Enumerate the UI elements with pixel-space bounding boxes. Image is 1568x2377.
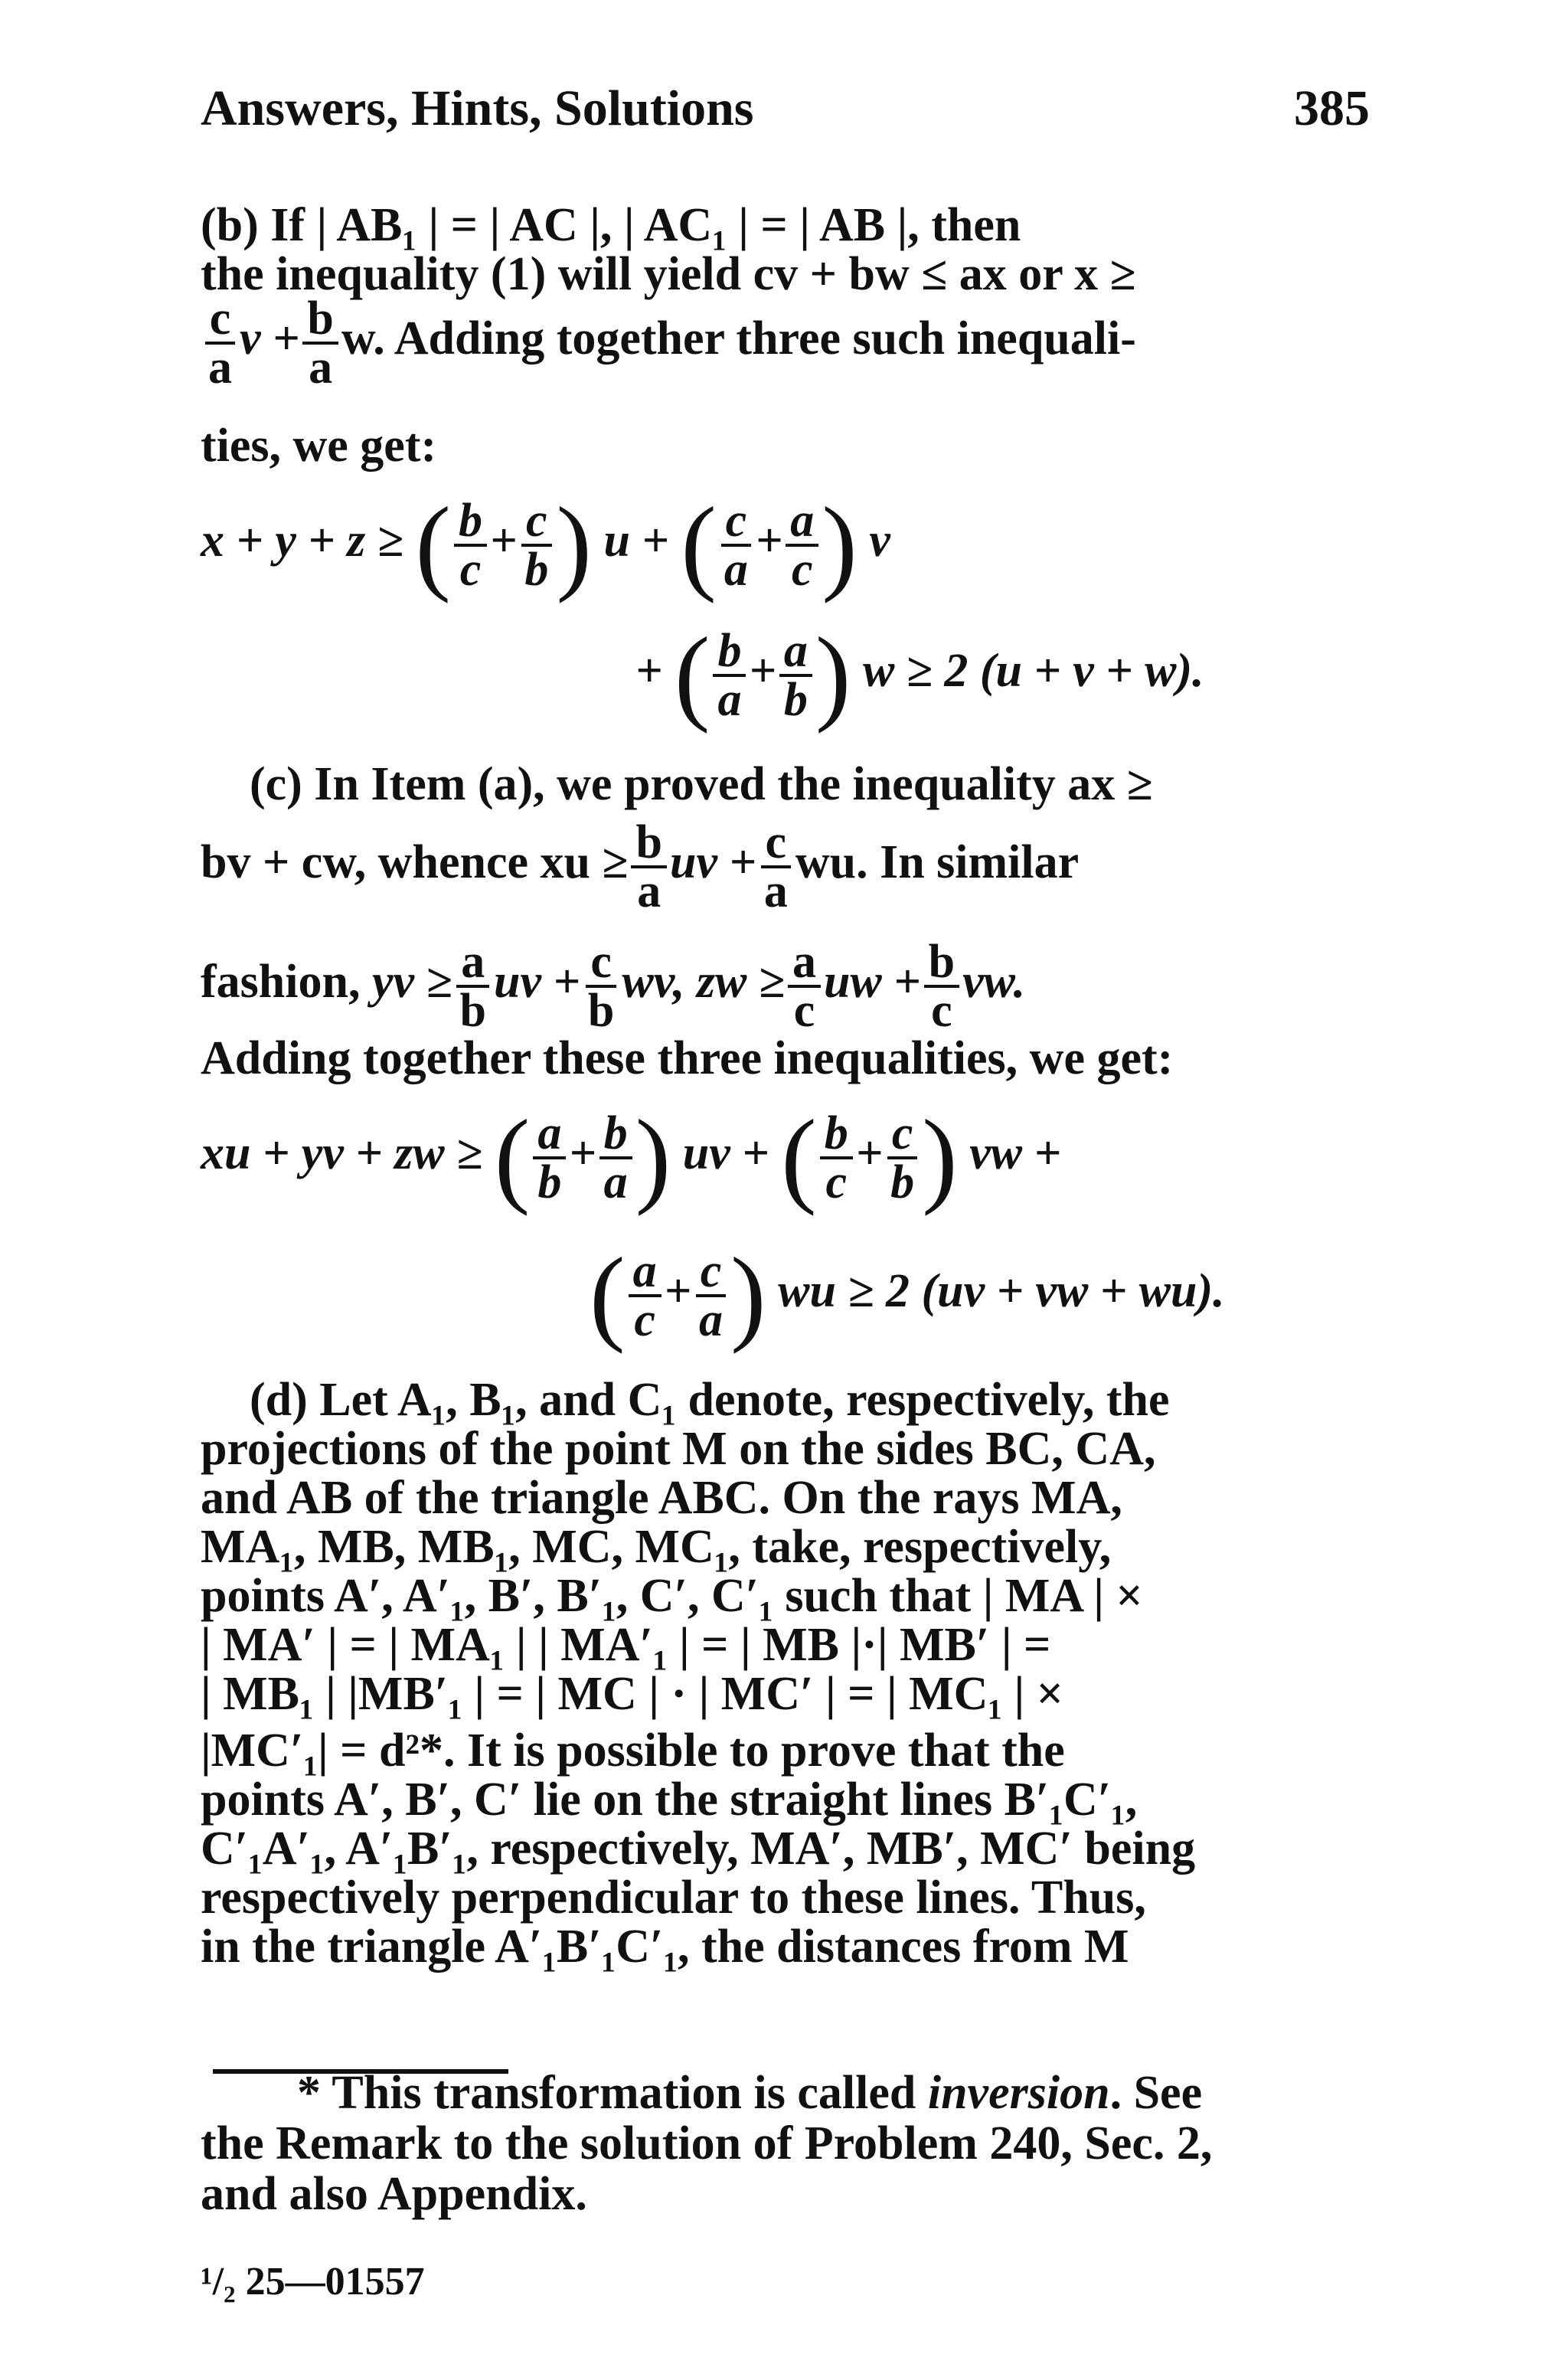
part-c-line-2: bv + cw, whence xu ≥ $\frac{b}{a}$ uv + $\frac{c}{a}$ wu. In similar xyxy=(201,816,1080,917)
printer-signature: ¹/₂ 25—01557 xyxy=(201,2260,425,2303)
part-d-line-10: C′₁A′₁, A′₁B′₁, respectively, MA′, MB′, MC′ being xyxy=(201,1823,1196,1875)
running-header-title: Answers, Hints, Solutions xyxy=(201,80,754,136)
part-b-line-4: ties, we get: xyxy=(201,420,437,472)
part-d-line-6: | MA′ | = | MA₁ | | MA′₁ | = | MB |·| MB′ | = xyxy=(201,1619,1051,1671)
part-d-line-3: and AB of the triangle ABC. On the rays MA, xyxy=(201,1472,1122,1524)
page-number: 385 xyxy=(1294,80,1370,136)
part-b-line-2: the inequality (1) will yield cv + bw ≤ ax or x ≥ xyxy=(201,248,1136,300)
equation-c-line-2: ( $\frac{a}{c}$ + $\frac{c}{a}$ ) wu ≥ 2 (uv + vw + wu). xyxy=(590,1236,1225,1355)
equation-b-line-2: + ( $\frac{b}{a}$ + $\frac{a}{b}$ ) w ≥ 2 (u + v + w). xyxy=(635,616,1204,734)
part-d-line-1: (d) Let A₁, B₁, and C₁ denote, respectively, the xyxy=(250,1374,1170,1426)
part-d-line-5: points A′, A′₁, B′, B′₁, C′, C′₁ such that | MA | × xyxy=(201,1570,1143,1622)
part-d-line-7: | MB₁ | |MB′₁ | = | MC | · | MC′ | = | MC₁ | × xyxy=(201,1668,1063,1720)
equation-c-line-1: xu + yv + zw ≥ ( $\frac{a}{b}$ + $\frac{b}{a}$ ) uv + ( $\frac{b}{c}$ + $\frac{c}{b}$ ) vw + xyxy=(201,1098,1061,1217)
footnote-line-1: * This transformation is called inversion. See xyxy=(297,2067,1203,2119)
footnote-line-3: and also Appendix. xyxy=(201,2168,587,2220)
part-c-line-4: Adding together these three inequalities, we get: xyxy=(201,1032,1174,1084)
part-d-line-12: in the triangle A′₁B′₁C′₁, the distances from M xyxy=(201,1921,1129,1973)
part-c-line-1: (c) In Item (a), we proved the inequality ax ≥ xyxy=(250,758,1153,810)
part-d-line-2: projections of the point M on the sides BC, CA, xyxy=(201,1423,1156,1475)
part-b-line-3: $\frac{c}{a}$ v + $\frac{b}{a}$ w. Adding together three such inequali- xyxy=(201,296,1136,391)
part-d-line-8: |MC′₁| = d²*. It is possible to prove that the xyxy=(201,1725,1065,1777)
part-c-line-3: fashion, yv ≥ $\frac{a}{b}$ uv + $\frac{c}{b}$ wv, zw ≥ $\frac{a}{c}$ uw + $\frac{b}{c}$ vw. xyxy=(201,936,1026,1037)
footnote-line-2: the Remark to the solution of Problem 240, Sec. 2, xyxy=(201,2117,1213,2169)
part-d-line-11: respectively perpendicular to these lines. Thus, xyxy=(201,1872,1146,1924)
part-b-line-1: (b) If | AB₁ | = | AC |, | AC₁ | = | AB |, then xyxy=(201,199,1021,251)
part-d-line-4: MA₁, MB, MB₁, MC, MC₁, take, respectively, xyxy=(201,1521,1112,1573)
fraction-c-over-a: $\frac{c}{a}$ xyxy=(204,296,237,391)
part-d-line-9: points A′, B′, C′ lie on the straight lines B′₁C′₁, xyxy=(201,1774,1138,1826)
equation-b-line-1: x + y + z ≥ ( $\frac{b}{c}$ + $\frac{c}{b}$ ) u + ( $\frac{c}{a}$ + $\frac{a}{c}$ ) v xyxy=(201,486,890,604)
fraction-b-over-a: $\frac{b}{a}$ xyxy=(302,296,338,391)
